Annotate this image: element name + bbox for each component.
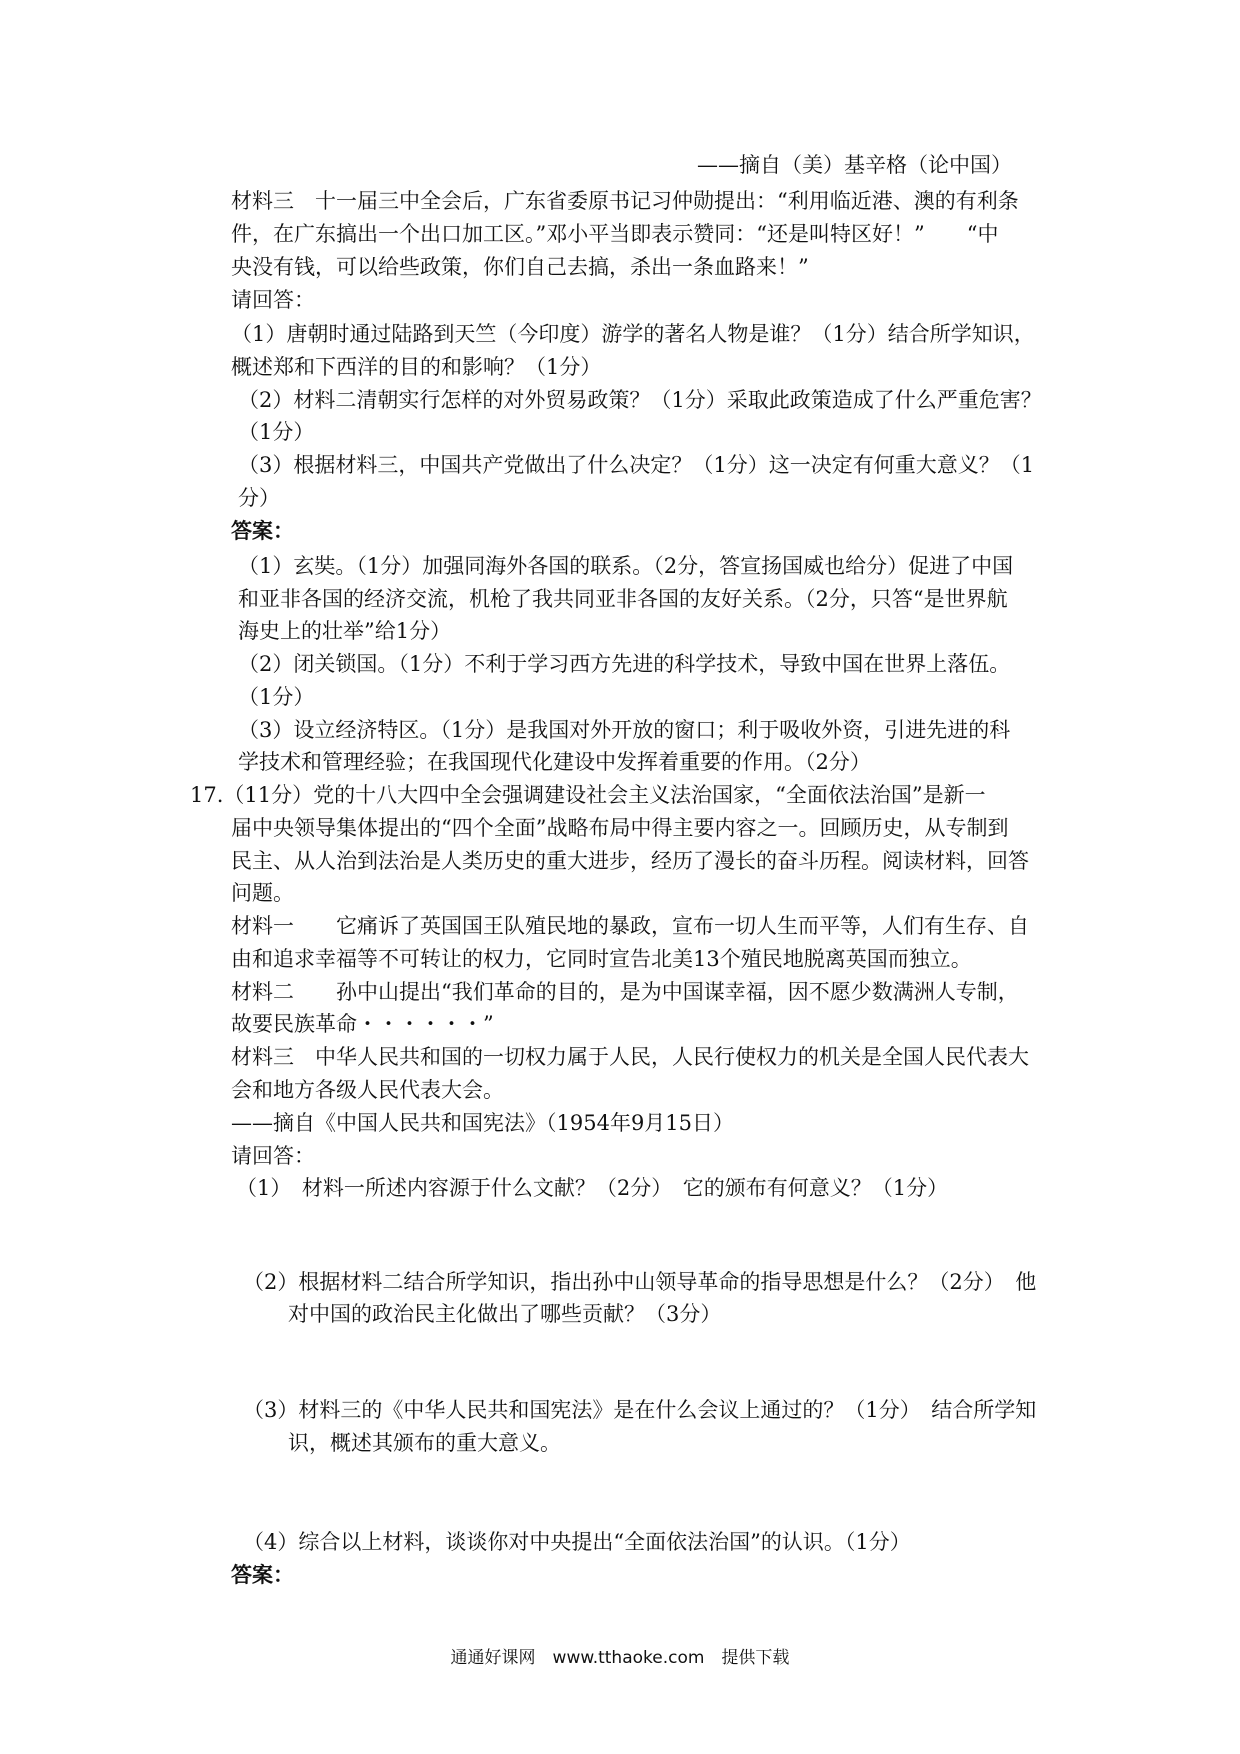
question-17-stem: 届中央领导集体提出的“四个全面”战略布局中得主要内容之一。回顾历史，从专制到 — [231, 816, 1009, 840]
question-line: （1）唐朝时通过陆路到天竺（今印度）游学的著名人物是谁？（1分）结合所学知识， — [231, 322, 1035, 346]
please-answer-heading: 请回答： — [231, 288, 315, 312]
question-17-stem: 民主、从人治到法治是人类历史的重大进步，经历了漫长的奋斗历程。阅读材料，回答 — [231, 849, 1029, 873]
material-two-line: 故要民族革命・・・・・・” — [231, 1012, 494, 1036]
material-one-line: 材料一 它痛诉了英国国王队殖民地的暴政，宣布一切人生而平等，人们有生存、自 — [231, 914, 1029, 938]
footer-download-note: 通通好课网 www.tthaoke.com 提供下载 — [450, 1648, 790, 1668]
question-17-3: （3）材料三的《中华人民共和国宪法》是在什么会议上通过的？（1分） 结合所学知 — [243, 1398, 1037, 1422]
please-answer-heading: 请回答： — [231, 1144, 315, 1168]
question-line: 概述郑和下西洋的目的和影响？（1分） — [231, 355, 602, 379]
answer-line: （2）闭关锁国。（1分）不利于学习西方先进的科学技术，导致中国在世界上落伍。 — [238, 652, 1011, 676]
answer-line: （1）玄奘。（1分）加强同海外各国的联系。（2分，答宣扬国威也给分）促进了中国 — [238, 554, 1014, 578]
material-one-line: 由和追求幸福等不可转让的权力，它同时宣告北美13个殖民地脱离英国而独立。 — [231, 947, 972, 971]
question-line: （2）材料二清朝实行怎样的对外贸易政策？（1分）采取此政策造成了什么严重危害？ — [238, 388, 1042, 412]
material-three-line: 件，在广东搞出一个出口加工区。”邓小平当即表示赞同：“还是叫特区好！” “中 — [231, 222, 999, 246]
answer-line: 和亚非各国的经济交流，机枪了我共同亚非各国的友好关系。（2分，只答“是世界航 — [238, 587, 1008, 611]
question-17-2: 对中国的政治民主化做出了哪些贡献？（3分） — [288, 1302, 722, 1326]
material-three-line: 央没有钱，可以给些政策，你们自己去搞，杀出一条血路来！” — [231, 255, 809, 279]
answer-line: 海史上的壮举”给1分） — [238, 619, 452, 643]
question-line: 分） — [238, 486, 280, 510]
material-two-line: 材料二 孙中山提出“我们革命的目的，是为中国谋幸福，因不愿少数满洲人专制， — [231, 980, 1019, 1004]
question-line: （3）根据材料三，中国共产党做出了什么决定？（1分）这一决定有何重大意义？（1 — [238, 453, 1035, 477]
answer-line: （1分） — [238, 685, 315, 709]
material-three-constitution-line: 材料三 中华人民共和国的一切权力属于人民，人民行使权力的机关是全国人民代表大 — [231, 1045, 1029, 1069]
material-three-line: 材料三 十一届三中全会后，广东省委原书记习仲勋提出：“利用临近港、澳的有利条 — [231, 189, 1019, 213]
question-17-1: （1） 材料一所述内容源于什么文献？（2分） 它的颁布有何意义？（1分） — [236, 1176, 949, 1200]
answer-label: 答案： — [231, 518, 294, 543]
answer-label: 答案： — [231, 1562, 294, 1587]
question-17-stem: 17.（11分）党的十八大四中全会强调建设社会主义法治国家，“全面依法治国”是新一 — [190, 783, 986, 807]
source-citation-kissinger: ——摘自（美）基辛格（论中国） — [697, 153, 1012, 177]
question-17-4: （4）综合以上材料，谈谈你对中央提出“全面依法治国”的认识。（1分） — [243, 1530, 911, 1554]
answer-line: （3）设立经济特区。（1分）是我国对外开放的窗口；利于吸收外资，引进先进的科 — [238, 718, 1011, 742]
answer-line: 学技术和管理经验；在我国现代化建设中发挥着重要的作用。（2分） — [238, 750, 871, 774]
material-three-constitution-line: 会和地方各级人民代表大会。 — [231, 1078, 504, 1102]
question-17-stem: 问题。 — [231, 881, 294, 905]
constitution-source: ——摘自《中国人民共和国宪法》（1954年9月15日） — [231, 1111, 735, 1135]
question-line: （1分） — [238, 420, 315, 444]
question-17-2: （2）根据材料二结合所学知识，指出孙中山领导革命的指导思想是什么？（2分） 他 — [243, 1270, 1037, 1294]
question-17-3: 识，概述其颁布的重大意义。 — [288, 1431, 561, 1455]
